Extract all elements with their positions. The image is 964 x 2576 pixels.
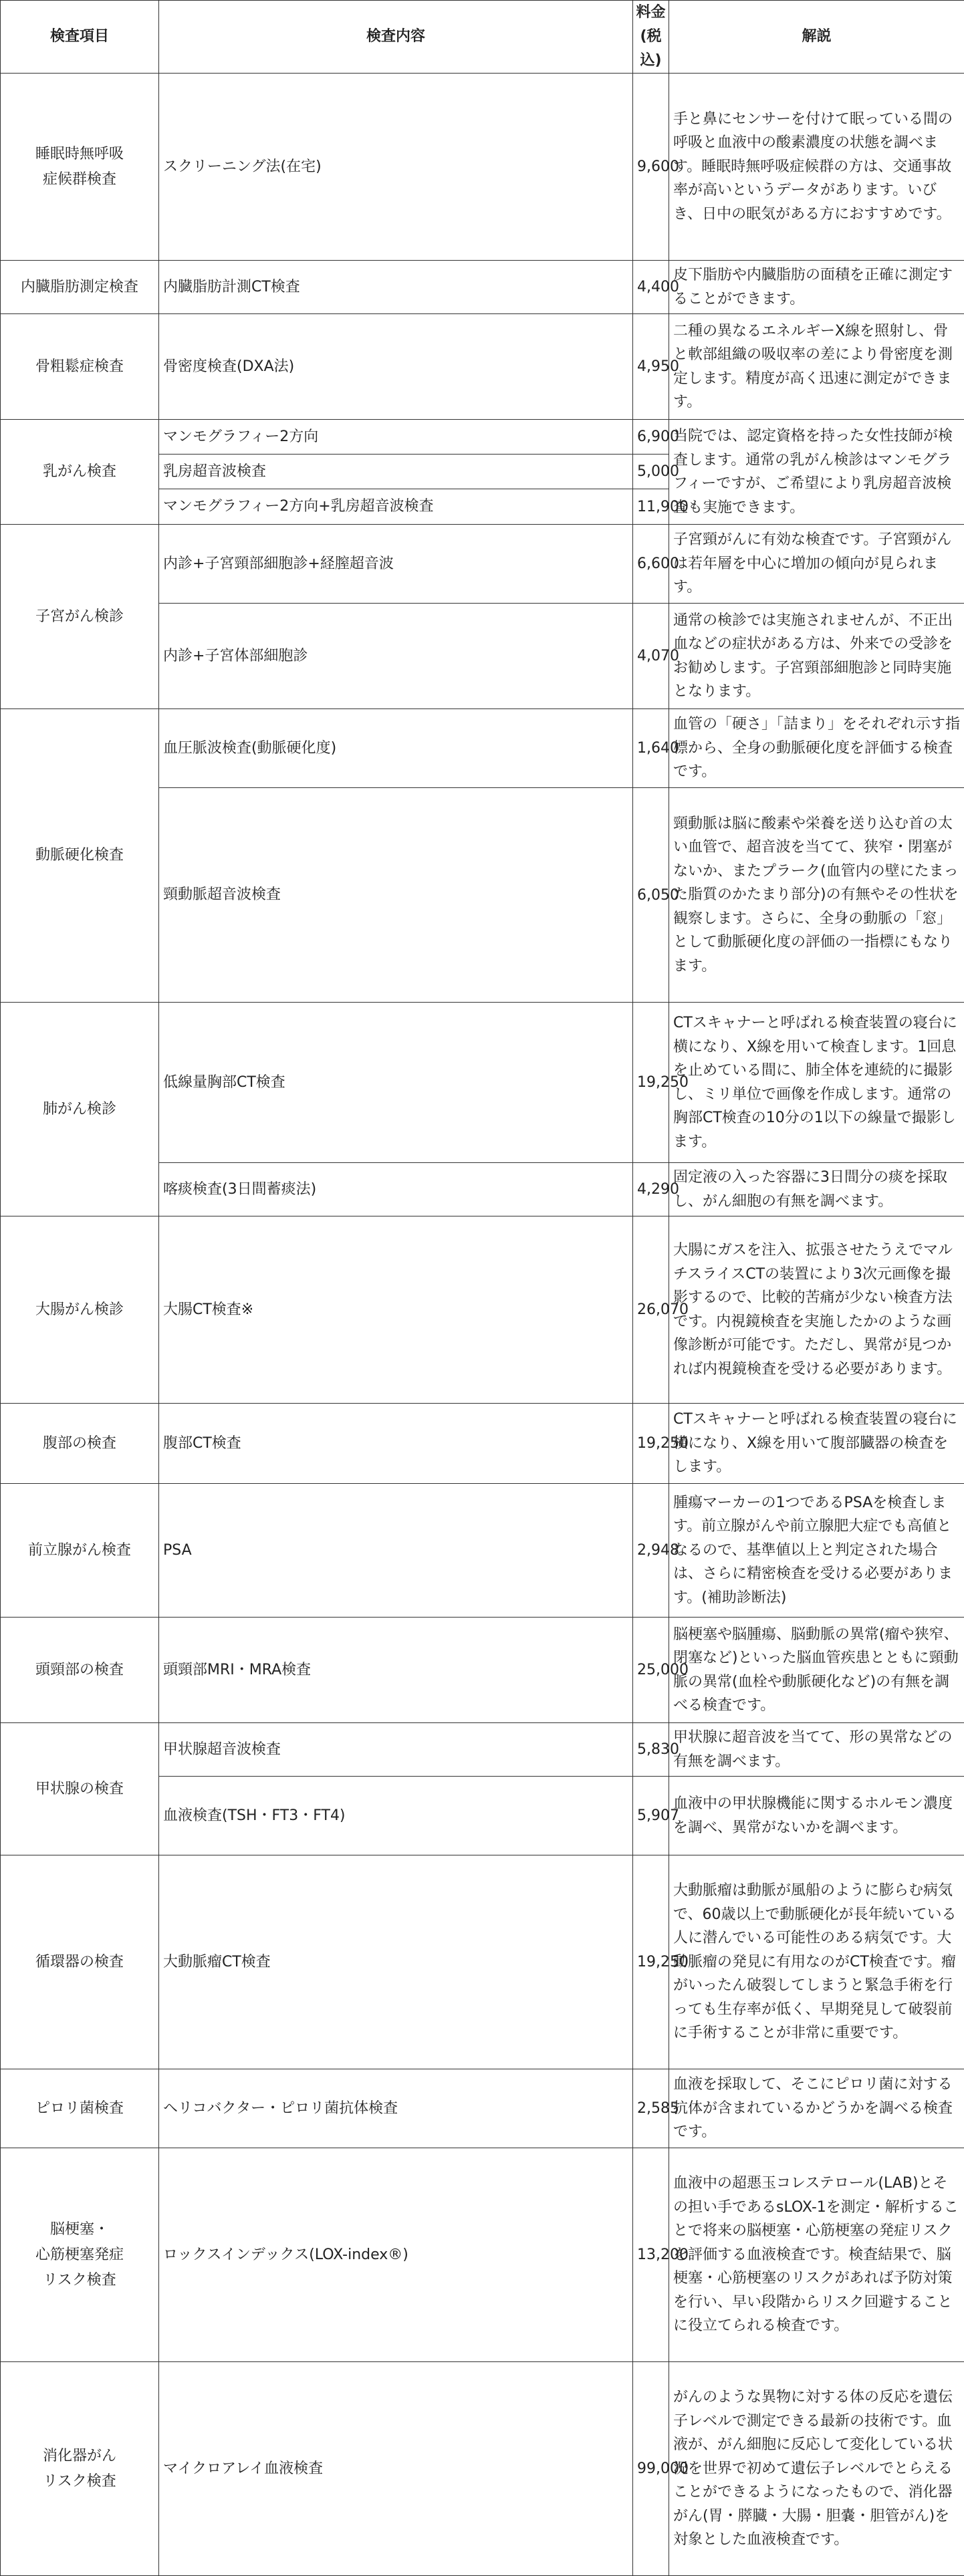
exam-description: 血液を採取して、そこにピロリ菌に対する抗体が含まれているかどうかを調べる検査です。 — [669, 2069, 964, 2148]
exam-description: 二種の異なるエネルギーX線を照射し、骨と軟部組織の吸収率の差により骨密度を測定します。精度が高く迅速に測定ができます。 — [669, 314, 964, 420]
exam-content: マンモグラフィー2方向+乳房超音波検査 — [159, 489, 633, 525]
exam-category — [1, 314, 159, 420]
exam-content: 頸動脈超音波検査 — [159, 788, 633, 1003]
table-row — [1, 1484, 964, 1618]
exam-price: 99,000 — [633, 2362, 669, 2576]
exam-category-line: 睡眠時無呼吸 — [5, 142, 154, 167]
header-item: 検査項目 — [1, 1, 159, 74]
exam-description: 皮下脂肪や内臓脂肪の面積を正確に測定することができます。 — [669, 261, 964, 314]
exam-price: 6,600 — [633, 525, 669, 604]
exam-description: 手と鼻にセンサーを付けて眠っている間の呼吸と血液中の酸素濃度の状態を調べます。睡眠時無呼吸症候群の方は、交通事故率が高いというデータがあります。いびき、日中の眠気がある方におすすめです。 — [669, 74, 964, 261]
exam-description: 固定液の入った容器に3日間分の痰を採取し、がん細胞の有無を調べます。 — [669, 1163, 964, 1216]
table-row — [1, 1404, 964, 1484]
header-price — [633, 1, 669, 74]
exam-price: 6,900 — [633, 420, 669, 455]
exam-price: 4,950 — [633, 314, 669, 420]
exam-price: 4,290 — [633, 1163, 669, 1216]
exam-category-line: 動脈硬化検査 — [5, 843, 154, 868]
exam-category-line: 脳梗塞・ — [5, 2217, 154, 2242]
table-row — [1, 1723, 964, 1777]
exam-content: マイクロアレイ血液検査 — [159, 2362, 633, 2576]
exam-price: 5,907 — [633, 1777, 669, 1855]
exam-content: 内診+子宮頸部細胞診+経膣超音波 — [159, 525, 633, 604]
header-price-line1: 料金 — [633, 1, 669, 25]
table-row — [1, 74, 964, 261]
table-row — [1, 1216, 964, 1404]
exam-category — [1, 1484, 159, 1618]
exam-price: 4,070 — [633, 604, 669, 709]
exam-category-line: 腹部の検査 — [5, 1431, 154, 1456]
exam-category-line: ピロリ菌検査 — [5, 2096, 154, 2121]
exam-category-line: 子宮がん検診 — [5, 604, 154, 630]
table-row — [1, 261, 964, 314]
exam-category-line: 内臓脂肪測定検査 — [5, 275, 154, 300]
exam-content: 骨密度検査(DXA法) — [159, 314, 633, 420]
table-row — [1, 420, 964, 455]
exam-description: 血液中の甲状腺機能に関するホルモン濃度を調べ、異常がないかを調べます。 — [669, 1777, 964, 1855]
exam-content: 低線量胸部CT検査 — [159, 1003, 633, 1163]
exam-description: 当院では、認定資格を持った女性技師が検査します。通常の乳がん検診はマンモグラフィーですが、ご希望により乳房超音波検査も実施できます。 — [669, 420, 964, 525]
exam-description: 脳梗塞や脳腫瘍、脳動脈の異常(瘤や狭窄、閉塞など)といった脳血管疾患とともに頸動脈の異常(血栓や動脈硬化など)の有無を調べる検査です。 — [669, 1618, 964, 1723]
exam-category-line: 前立腺がん検査 — [5, 1538, 154, 1563]
exam-content: 血圧脈波検査(動脈硬化度) — [159, 709, 633, 788]
exam-category-line: 肺がん検診 — [5, 1097, 154, 1122]
exam-content: 内臓脂肪計測CT検査 — [159, 261, 633, 314]
exam-price: 19,250 — [633, 1404, 669, 1484]
header-content: 検査内容 — [159, 1, 633, 74]
exam-category-line: リスク検査 — [5, 2268, 154, 2293]
exam-content: スクリーニング法(在宅) — [159, 74, 633, 261]
exam-category-line: 頭頸部の検査 — [5, 1658, 154, 1683]
exam-description: 頸動脈は脳に酸素や栄養を送り込む首の太い血管で、超音波を当てて、狭窄・閉塞がないか、またプラーク(血管内の壁にたまった脂質のかたまり部分)の有無やその性状を観察します。さらに、全身の動脈の「窓」として動脈硬化度の評価の一指標にもなります。 — [669, 788, 964, 1003]
table-row — [1, 2362, 964, 2576]
exam-description: CTスキャナーと呼ばれる検査装置の寝台に横になり、X線を用いて腹部臓器の検査をします。 — [669, 1404, 964, 1484]
exam-category-line: 症候群検査 — [5, 167, 154, 192]
exam-price: 19,250 — [633, 1003, 669, 1163]
exam-price: 26,070 — [633, 1216, 669, 1404]
exam-price: 6,050 — [633, 788, 669, 1003]
exam-category-line: リスク検査 — [5, 2469, 154, 2494]
exam-content: 乳房超音波検査 — [159, 455, 633, 489]
exam-category — [1, 74, 159, 261]
exam-price: 9,600 — [633, 74, 669, 261]
exam-price: 2,585 — [633, 2069, 669, 2148]
table-row — [1, 709, 964, 788]
exam-content: 喀痰検査(3日間蓄痰法) — [159, 1163, 633, 1216]
exam-category-line: 大腸がん検診 — [5, 1297, 154, 1323]
exam-content: 腹部CT検査 — [159, 1404, 633, 1484]
exam-content: PSA — [159, 1484, 633, 1618]
exam-category — [1, 1618, 159, 1723]
exam-category — [1, 2148, 159, 2362]
exam-category-line: 心筋梗塞発症 — [5, 2242, 154, 2268]
exam-content: ヘリコバクター・ピロリ菌抗体検査 — [159, 2069, 633, 2148]
exam-category — [1, 2069, 159, 2148]
exam-description: 腫瘍マーカーの1つであるPSAを検査します。前立腺がんや前立腺肥大症でも高値となるので、基準値以上と判定された場合は、さらに精密検査を受ける必要があります。(補助診断法) — [669, 1484, 964, 1618]
table-header-row — [1, 1, 964, 74]
exam-price: 4,400 — [633, 261, 669, 314]
exam-price: 5,830 — [633, 1723, 669, 1777]
exam-category — [1, 1003, 159, 1216]
exam-category — [1, 1216, 159, 1404]
exam-content: マンモグラフィー2方向 — [159, 420, 633, 455]
exam-description: 大動脈瘤は動脈が風船のように膨らむ病気で、60歳以上で動脈硬化が長年続いている人に潜んでいる可能性のある病気です。大動脈瘤の発見に有用なのがCT検査です。瘤がいったん破裂してしまうと緊急手術を行っても生存率が低く、早期発見して破裂前に手術することが非常に重要です。 — [669, 1855, 964, 2069]
exam-content: 血液検査(TSH・FT3・FT4) — [159, 1777, 633, 1855]
exam-category — [1, 1723, 159, 1855]
table-row — [1, 1855, 964, 2069]
table-row — [1, 314, 964, 420]
exam-content: 甲状腺超音波検査 — [159, 1723, 633, 1777]
exam-category-line: 骨粗鬆症検査 — [5, 354, 154, 380]
table-row — [1, 2148, 964, 2362]
exam-content: 頭頸部MRI・MRA検査 — [159, 1618, 633, 1723]
exam-price: 5,000 — [633, 455, 669, 489]
exam-description: CTスキャナーと呼ばれる検査装置の寝台に横になり、X線を用いて検査します。1回息を止めている間に、肺全体を連続的に撮影し、ミリ単位で画像を作成します。通常の胸部CT検査の10分の1以下の線量で撮影します。 — [669, 1003, 964, 1163]
exam-category — [1, 420, 159, 525]
table-row — [1, 1003, 964, 1163]
exam-price: 2,948 — [633, 1484, 669, 1618]
exam-content: 内診+子宮体部細胞診 — [159, 604, 633, 709]
header-note: 解説 — [669, 1, 964, 74]
exam-category — [1, 2362, 159, 2576]
exam-description: 甲状腺に超音波を当てて、形の異常などの有無を調べます。 — [669, 1723, 964, 1777]
exam-price: 19,250 — [633, 1855, 669, 2069]
exam-category — [1, 525, 159, 709]
exam-category-line: 乳がん検査 — [5, 459, 154, 485]
exam-description: がんのような異物に対する体の反応を遺伝子レベルで測定できる最新の技術です。血液が、がん細胞に反応して変化している状況を世界で初めて遺伝子レベルでとらえることができるようになったもので、消化器がん(胃・膵臓・大腸・胆嚢・胆管がん)を対象とした血液検査です。 — [669, 2362, 964, 2576]
header-price-line2: (税込) — [633, 25, 669, 73]
exam-content: 大動脈瘤CT検査 — [159, 1855, 633, 2069]
exam-price: 11,900 — [633, 489, 669, 525]
table-body — [1, 74, 964, 2576]
table-row — [1, 525, 964, 604]
exam-category-line: 消化器がん — [5, 2444, 154, 2469]
exam-price: 25,000 — [633, 1618, 669, 1723]
exam-category — [1, 1404, 159, 1484]
exam-description: 血液中の超悪玉コレステロール(LAB)とその担い手であるsLOX-1を測定・解析することで将来の脳梗塞・心筋梗塞の発症リスクを評価する血液検査です。検査結果で、脳梗塞・心筋梗塞のリスクがあれば予防対策を行い、早い段階からリスク回避することに役立てられる検査です。 — [669, 2148, 964, 2362]
exam-description: 血管の「硬さ」「詰まり」をそれぞれ示す指標から、全身の動脈硬化度を評価する検査です。 — [669, 709, 964, 788]
exam-category — [1, 1855, 159, 2069]
exam-content: ロックスインデックス(LOX-index®) — [159, 2148, 633, 2362]
exam-category-line: 循環器の検査 — [5, 1950, 154, 1975]
exam-category-line: 甲状腺の検査 — [5, 1777, 154, 1802]
exam-category — [1, 709, 159, 1003]
exam-description: 子宮頸がんに有効な検査です。子宮頸がんは若年層を中心に増加の傾向が見られます。 — [669, 525, 964, 604]
exam-content: 大腸CT検査※ — [159, 1216, 633, 1404]
table-row — [1, 1618, 964, 1723]
exam-category — [1, 261, 159, 314]
exam-description: 通常の検診では実施されませんが、不正出血などの症状がある方は、外来での受診をお勧めします。子宮頸部細胞診と同時実施となります。 — [669, 604, 964, 709]
exam-price: 13,200 — [633, 2148, 669, 2362]
exam-price: 1,640 — [633, 709, 669, 788]
table-row — [1, 2069, 964, 2148]
exam-description: 大腸にガスを注入、拡張させたうえでマルチスライスCTの装置により3次元画像を撮影するので、比較的苦痛が少ない検査方法です。内視鏡検査を実施したかのような画像診断が可能です。ただし、異常が見つかれば内視鏡検査を受ける必要があります。 — [669, 1216, 964, 1404]
